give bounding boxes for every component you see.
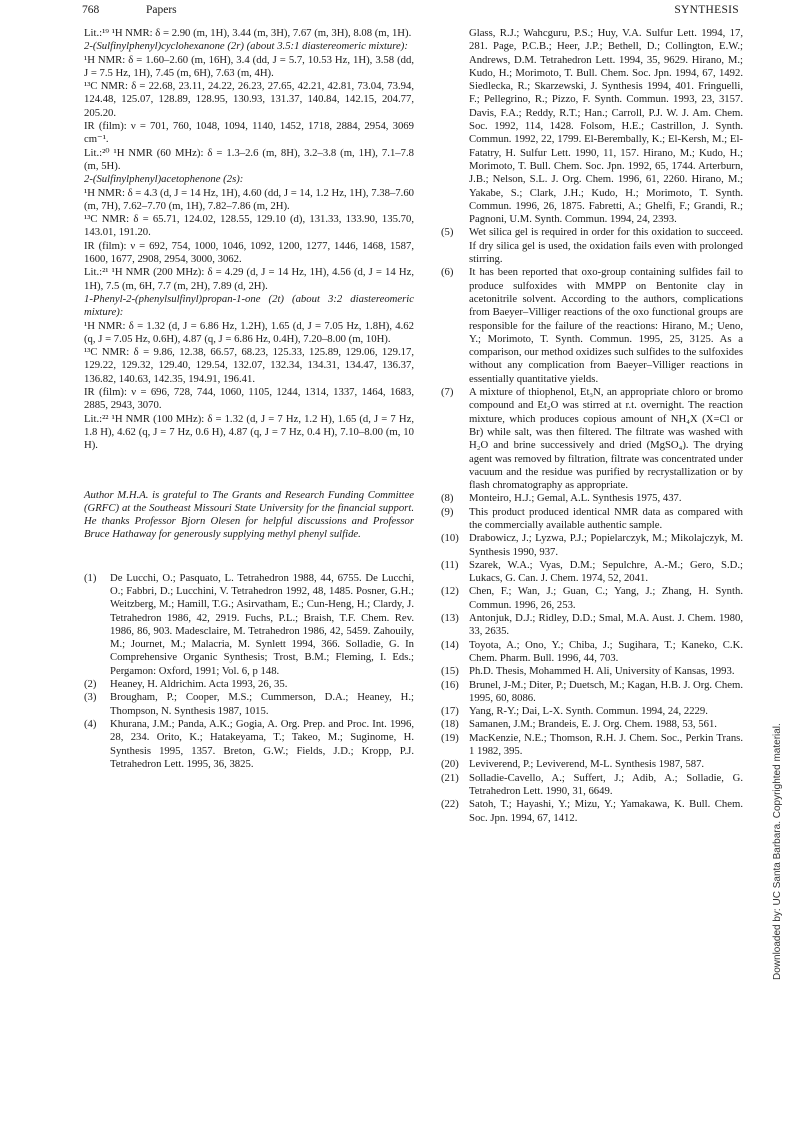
acknowledgement: Author M.H.A. is grateful to The Grants and Research Funding Committee (GRFC) at the Southeast Missouri State University for the financial support. He thanks Professor Bjorn Olesen for helpful discussions and Professor Bruce Hathaway for generously supplying methyl phenyl sulfide. <box>84 488 414 541</box>
reference-text: A mixture of thiophenol, Et₃N, an appropriate chloro or bromo compound and Et₂O was stirred at r.t. overnight. The reaction mixture, which produces copious amount of NH₄X (X=Cl or Br) while salt, was then filtered. The filtrate was washed with H₂O and brine successively and dried (MgSO₄). The drying agent was removed by filtration, filtrate was concentrated under vacuum and the residue was purified by recrystallization or by flash chromatography as appropriate. <box>469 386 743 492</box>
reference-17 <box>441 705 743 718</box>
reference-2 <box>84 678 414 691</box>
compound-2r-title: 2-(Sulfinylphenyl)cyclohexanone (2r) (about 3.5:1 diastereomeric mixture): <box>84 40 408 53</box>
reference-number: (5) <box>441 226 454 239</box>
reference-text: Chen, F.; Wan, J.; Guan, C.; Yang, J.; Zhang, H. Synth. Commun. 1996, 26, 253. <box>469 585 743 611</box>
reference-3 <box>84 691 414 718</box>
reference-text: Glass, R.J.; Wahcguru, P.S.; Huy, V.A. Sulfur Lett. 1994, 17, 281. Page, P.C.B.; Heer, J.P.; Bethell, D.; Collington, E.W.; Andrews, D.M. Tetrahedron Lett. 1994, 35, 9629. Hirano, M.; Kudo, H.; Morimoto, T. Bull. Chem. Soc. Jpn. 1994, 67, 1492. Siedlecka, R.; Skarzewski, J. Synthesis 1994, 401. Fringuelli, F.; Pellegrino, R.; Pizzo, F. Synth. Commun. 1993, 23, 3157. Davis, F.A.; Reddy, R.T.; Han.; Carroll, P.J. W. J. Am. Chem. Soc. 1992, 114, 1428. Folsom, H.E.; Castrillon, J. Synth. Commun. 1992, 22, 1799. El-Berembally, K.; El-Kersh, M.; El-Fatatry, H. Sulfur Lett. 1990, 11, 157. Hirano, M.; Kudo, H.; Morimoto, T. Bull. Chem. Soc. Jpn. 1992, 65, 1744. Arterburn, J.B.; Nelson, S.L. J. Org. Chem. 1996, 61, 2260. Hirano, M.; Yakabe, S.; Clark, J.H.; Kudo, H.; Morimoto, T. Synth. Commun. 1996, 26, 1875. Fabretti, A.; Ghelfi, F.; Grandi, R.; Pagnoni, U.M. Synth. Commun. 1994, 24, 2393. <box>469 27 743 226</box>
reference-19 <box>441 732 743 759</box>
reference-number: (9) <box>441 505 454 518</box>
compound-2s-hnmr: ¹H NMR: δ = 4.3 (d, J = 14 Hz, 1H), 4.60 (dd, J = 14, 1.2 Hz, 1H), 7.38–7.60 (m, 7H), 7.62–7.70 (m, 1H), 7.82–7.86 (m, 2H). <box>84 186 415 212</box>
reference-18 <box>441 718 743 731</box>
reference-number: (14) <box>441 638 459 651</box>
reference-7 <box>441 386 743 492</box>
reference-20 <box>441 758 743 771</box>
reference-text: Samanen, J.M.; Brandeis, E. J. Org. Chem. 1988, 53, 561. <box>469 718 717 731</box>
reference-text: Monteiro, H.J.; Gemal, A.L. Synthesis 1975, 437. <box>469 492 682 505</box>
reference-number: (12) <box>441 585 459 598</box>
reference-15 <box>441 665 743 678</box>
reference-text: Wet silica gel is required in order for this oxidation to succeed. If dry silica gel is used, the oxidation fails even with prolonged stirring. <box>469 226 743 266</box>
reference-12 <box>441 585 743 612</box>
reference-text: Szarek, W.A.; Vyas, D.M.; Sepulchre, A.-M.; Gero, S.D.; Lukacs, G. Can. J. Chem. 1974, 52, 2041. <box>469 558 743 585</box>
reference-number: (16) <box>441 678 459 691</box>
compound-2t-hnmr: ¹H NMR: δ = 1.32 (d, J = 6.86 Hz, 1.2H), 1.65 (d, J = 7.05 Hz, 1.8H), 4.62 (q, J = 7.05 Hz, 0.6H), 4.87 (q, J = 6.86 Hz, 0.4H), 7.20–8.00 (m, 10H). <box>84 319 414 345</box>
reference-text: Yang, R-Y.; Dai, L-X. Synth. Commun. 1994, 24, 2229. <box>469 705 708 718</box>
reference-number: (21) <box>441 771 459 784</box>
reference-1 <box>84 572 414 678</box>
left-column <box>84 27 414 771</box>
reference-number: (17) <box>441 705 459 718</box>
reference-text: Khurana, J.M.; Panda, A.K.; Gogia, A. Org. Prep. and Proc. Int. 1996, 28, 234. Orito, K.; Hatakeyama, T.; Takeo, M.; Suginome, H. Synthesis 1995, 1357. Breton, G.W.; Fields, J.D.; Kropp, P.J. Tetrahedron Lett. 1995, 36, 3825. <box>110 717 414 770</box>
compound-2r-lit: Lit.:²⁰ ¹H NMR (60 MHz): δ = 1.3–2.6 (m, 8H), 3.2–3.8 (m, 1H), 7.1–7.8 (m, 5H). <box>84 146 414 172</box>
reference-number: (4) <box>84 717 97 730</box>
reference-text: Antonjuk, D.J.; Ridley, D.D.; Smal, M.A. Aust. J. Chem. 1980, 33, 2635. <box>469 612 743 638</box>
compound-2r-hnmr: ¹H NMR: δ = 1.60–2.60 (m, 16H), 3.4 (dd, J = 5.7, 10.53 Hz, 1H), 3.58 (dd, J = 7.5 Hz, 1H), 7.45 (m, 6H), 7.63 (m, 4H). <box>84 53 414 79</box>
reference-number: (22) <box>441 798 459 811</box>
reference-text: Satoh, T.; Hayashi, Y.; Mizu, Y.; Yamakawa, K. Bull. Chem. Soc. Jpn. 1994, 67, 1412. <box>469 798 743 824</box>
reference-number: (2) <box>84 678 97 691</box>
reference-text: Brougham, P.; Cooper, M.S.; Cummerson, D.A.; Heaney, H.; Thompson, N. Synthesis 1987, 1015. <box>110 691 414 717</box>
reference-8 <box>441 492 743 505</box>
reference-4 <box>84 718 414 771</box>
right-column <box>441 27 743 825</box>
reference-text: Heaney, H. Aldrichim. Acta 1993, 26, 35. <box>110 678 288 691</box>
reference-4-continued <box>441 27 743 226</box>
compound-2t-ir: IR (film): ν = 696, 728, 744, 1060, 1105, 1244, 1314, 1337, 1464, 1683, 2885, 2943, 3070. <box>84 386 414 412</box>
reference-text: This product produced identical NMR data as compared with the commercially available authentic sample. <box>469 505 743 531</box>
reference-13 <box>441 612 743 639</box>
reference-text: Ph.D. Thesis, Mohammed H. Ali, University of Kansas, 1993. <box>469 665 735 678</box>
reference-number: (18) <box>441 718 459 731</box>
reference-number: (3) <box>84 691 97 704</box>
reference-text: Drabowicz, J.; Lyzwa, P.J.; Popielarczyk, M.; Mikolajczyk, M. Synthesis 1990, 937. <box>469 532 743 558</box>
reference-9 <box>441 506 743 533</box>
reference-number: (11) <box>441 558 459 571</box>
reference-number: (6) <box>441 266 454 279</box>
reference-number: (1) <box>84 571 97 584</box>
compound-2t-title: 1-Phenyl-2-(phenylsulfinyl)propan-1-one (2t) (about 3:2 diastereomeric mixture): <box>84 292 414 319</box>
reference-14 <box>441 639 743 666</box>
reference-number: (7) <box>441 386 454 399</box>
reference-6 <box>441 266 743 386</box>
reference-number: (10) <box>441 532 459 545</box>
lit-2q: Lit.:¹⁹ ¹H NMR: δ = 2.90 (m, 1H), 3.44 (m, 3H), 7.67 (m, 3H), 8.08 (m, 1H). <box>84 27 412 39</box>
compound-2r-cnmr: ¹³C NMR: δ = 22.68, 23.11, 24.22, 26.23, 27.65, 42.21, 42.81, 73.04, 73.94, 124.48, 125.07, 128.89, 128.95, 130.93, 131.37, 140.84, 142.15, 204.77, 205.20. <box>84 80 414 119</box>
reference-5 <box>441 226 743 266</box>
compound-2s-lit: Lit.:²¹ ¹H NMR (200 MHz): δ = 4.29 (d, J = 14 Hz, 1H), 4.56 (d, J = 14 Hz, 1H), 7.5 (m, 6H, 7.7 (m, 2H), 7.89 (d, 2H). <box>84 266 414 292</box>
reference-21 <box>441 772 743 799</box>
compound-2s-title: 2-(Sulfinylphenyl)acetophenone (2s): <box>84 173 244 186</box>
reference-22 <box>441 798 743 825</box>
compound-2s-ir: IR (film): ν = 692, 754, 1000, 1046, 1092, 1200, 1277, 1446, 1468, 1587, 1600, 1677, 2908, 2954, 3000, 3062. <box>84 239 414 266</box>
compound-2r-ir: IR (film): ν = 701, 760, 1048, 1094, 1140, 1452, 1718, 2884, 2954, 3069 cm⁻¹. <box>84 120 414 146</box>
compound-2s-cnmr: ¹³C NMR: δ = 65.71, 124.02, 128.55, 129.10 (d), 131.33, 133.90, 135.70, 143.01, 191.20. <box>84 213 414 239</box>
compound-2t-lit: Lit.:²² ¹H NMR (100 MHz): δ = 1.32 (d, J = 7 Hz, 1.2 H), 1.65 (d, J = 7 Hz, 1.8 H), 4.62 (q, J = 7 Hz, 0.6 H), 4.87 (q, J = 7 Hz, 0.4 H), 7.10–8.00 (m, 10 H). <box>84 412 414 452</box>
reference-number: (15) <box>441 665 459 678</box>
journal-name: SYNTHESIS <box>674 4 739 16</box>
reference-number: (20) <box>441 758 459 771</box>
reference-number-blank <box>441 27 469 226</box>
reference-text: It has been reported that oxo-group containing sulfides fail to produce sulfoxides with MMPP on Bentonite clay in acetonitrile solvent. According to the authors, complications from Baeyer–Villiger reactions of the oxo functional groups are responsible for the failure of the reactions: Hirano, M.; Ueno, Y.; Morimoto, T. Synth. Commun. 1995, 25, 3125. As a comparison, our method oxidizes such sulfides to the sulfoxides without any complication from Baeyer–Villiger reactions in essentially quantitative yields. <box>469 266 743 385</box>
reference-16 <box>441 679 743 706</box>
reference-text: MacKenzie, N.E.; Thomson, R.H. J. Chem. Soc., Perkin Trans. 1 1982, 395. <box>469 731 743 758</box>
reference-number: (13) <box>441 612 459 625</box>
reference-number: (8) <box>441 492 454 505</box>
reference-11 <box>441 559 743 586</box>
reference-text: Brunel, J-M.; Diter, P.; Duetsch, M.; Kagan, H.B. J. Org. Chem. 1995, 60, 8086. <box>469 678 743 704</box>
download-watermark: Downloaded by: UC Santa Barbara. Copyrighted material. <box>772 723 783 980</box>
section-label: Papers <box>146 4 177 16</box>
page-number: 768 <box>82 4 100 16</box>
reference-number: (19) <box>441 731 459 744</box>
reference-text: Solladie-Cavello, A.; Suffert, J.; Adib, A.; Solladie, G. Tetrahedron Lett. 1990, 31, 6649. <box>469 771 743 797</box>
reference-10 <box>441 532 743 559</box>
compound-2t-cnmr: ¹³C NMR: δ = 9.86, 12.38, 66.57, 68.23, 125.33, 125.89, 129.06, 129.17, 129.22, 129.32, 129.40, 129.54, 132.07, 132.34, 134.31, 134.47, 136.37, 136.82, 140.63, 142.35, 194.91, 196.41. <box>84 346 414 385</box>
reference-text: De Lucchi, O.; Pasquato, L. Tetrahedron 1988, 44, 6755. De Lucchi, O.; Fabbri, D.; Lucchini, V. Tetrahedron 1992, 48, 1485. Posner, G.H.; Weitzberg, M.; Hamill, T.G.; Asirvatham, E.; Cun-Heng, H.; Clardy, J. Tetrahedron 1986, 42, 2919. Fuchs, P.L.; Braish, T.F. Chem. Rev. 1986, 86, 903. Madesclaire, M. Tetrahedron 1986, 42, 5459. Zahouily, M.; Journet, M.; Malacria, M. Synlett 1994, 366. Solladie, G. In Comprehensive Organic Synthesis; Trost, B.M.; Fleming, I. Eds.; Pergamon: Oxford, 1991; Vol. 6, p 148. <box>110 571 414 677</box>
reference-text: Leviverend, P.; Leviverend, M-L. Synthesis 1987, 587. <box>469 758 705 771</box>
reference-text: Toyota, A.; Ono, Y.; Chiba, J.; Sugihara, T.; Kaneko, C.K. Chem. Pharm. Bull. 1996, 44, 703. <box>469 638 743 664</box>
